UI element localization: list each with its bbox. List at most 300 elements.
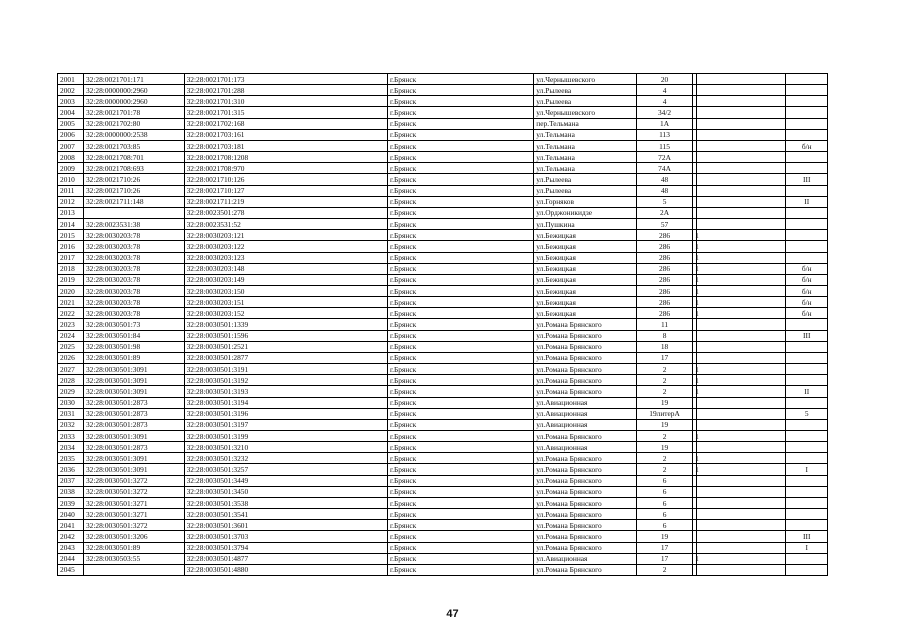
row-number-cell: 2038	[58, 486, 84, 497]
premises-cell: б/н	[786, 274, 828, 285]
city-cell: г.Брянск	[387, 442, 533, 453]
table-row	[58, 285, 828, 296]
premises-cell	[786, 419, 828, 430]
table-row	[58, 241, 828, 252]
house-number-cell: 48	[637, 185, 693, 196]
parent-cadastral-number-cell: 32:28:0021701:78	[83, 107, 184, 118]
cadastral-number-cell: 32:28:0021701:288	[184, 85, 387, 96]
letter-cell	[697, 542, 786, 553]
cadastral-number-cell: 32:28:0030501:4880	[184, 564, 387, 575]
letter-cell	[697, 185, 786, 196]
building-cell: 1	[693, 263, 697, 274]
premises-cell	[786, 431, 828, 442]
letter-cell	[697, 263, 786, 274]
table-row	[58, 85, 828, 96]
letter-cell	[697, 274, 786, 285]
city-cell: г.Брянск	[387, 308, 533, 319]
cadastral-number-cell: 32:28:0030203:152	[184, 308, 387, 319]
row-number-cell: 2019	[58, 274, 84, 285]
letter-cell	[697, 497, 786, 508]
parent-cadastral-number-cell	[83, 564, 184, 575]
street-cell: ул.Бежицкая	[534, 263, 637, 274]
row-number-cell: 2022	[58, 308, 84, 319]
table-row	[58, 442, 828, 453]
letter-cell	[697, 442, 786, 453]
street-cell: ул.Рылеева	[534, 96, 637, 107]
parent-cadastral-number-cell: 32:28:0021701:171	[83, 74, 184, 85]
row-number-cell: 2016	[58, 241, 84, 252]
premises-cell	[786, 85, 828, 96]
house-number-cell: 2	[637, 375, 693, 386]
building-cell: 1	[693, 431, 697, 442]
letter-cell	[697, 230, 786, 241]
building-cell: 1	[693, 297, 697, 308]
street-cell: ул.Романа Брянского	[534, 497, 637, 508]
building-cell: 1	[693, 308, 697, 319]
cadastral-number-cell: 32:28:0021701:310	[184, 96, 387, 107]
cadastral-number-cell: 32:28:0021701:173	[184, 74, 387, 85]
premises-cell	[786, 152, 828, 163]
letter-cell	[697, 308, 786, 319]
cadastral-number-cell: 32:28:0021703:181	[184, 140, 387, 151]
table-row	[58, 352, 828, 363]
registry-table	[57, 73, 828, 576]
table-row	[58, 509, 828, 520]
letter-cell	[697, 319, 786, 330]
letter-cell	[697, 207, 786, 218]
letter-cell	[697, 85, 786, 96]
house-number-cell: 74А	[637, 163, 693, 174]
letter-cell	[697, 285, 786, 296]
street-cell: ул.Романа Брянского	[534, 453, 637, 464]
row-number-cell: 2014	[58, 219, 84, 230]
row-number-cell: 2045	[58, 564, 84, 575]
house-number-cell: 2	[637, 453, 693, 464]
house-number-cell: 5	[637, 196, 693, 207]
premises-cell	[786, 207, 828, 218]
table-row	[58, 107, 828, 118]
table-row	[58, 174, 828, 185]
table-row	[58, 319, 828, 330]
cadastral-number-cell: 32:28:0030203:123	[184, 252, 387, 263]
cadastral-number-cell: 32:28:0021708:1208	[184, 152, 387, 163]
table-row	[58, 330, 828, 341]
premises-cell: II	[786, 196, 828, 207]
parent-cadastral-number-cell: 32:28:0021711:148	[83, 196, 184, 207]
letter-cell	[697, 475, 786, 486]
row-number-cell: 2041	[58, 520, 84, 531]
house-number-cell: 4	[637, 85, 693, 96]
street-cell: ул.Бежицкая	[534, 274, 637, 285]
city-cell: г.Брянск	[387, 509, 533, 520]
cadastral-number-cell: 32:28:0030501:1339	[184, 319, 387, 330]
letter-cell	[697, 163, 786, 174]
premises-cell	[786, 219, 828, 230]
premises-cell	[786, 185, 828, 196]
letter-cell	[697, 431, 786, 442]
street-cell: пер.Тельмана	[534, 118, 637, 129]
letter-cell	[697, 140, 786, 151]
street-cell: ул.Бежицкая	[534, 230, 637, 241]
premises-cell: б/н	[786, 140, 828, 151]
street-cell: ул.Авиационная	[534, 419, 637, 430]
street-cell: ул.Романа Брянского	[534, 486, 637, 497]
cadastral-number-cell: 32:28:0030501:3194	[184, 397, 387, 408]
table-row	[58, 230, 828, 241]
building-cell: 1	[693, 375, 697, 386]
street-cell: ул.Романа Брянского	[534, 352, 637, 363]
city-cell: г.Брянск	[387, 453, 533, 464]
city-cell: г.Брянск	[387, 163, 533, 174]
city-cell: г.Брянск	[387, 129, 533, 140]
parent-cadastral-number-cell: 32:28:0021710:26	[83, 185, 184, 196]
building-cell: 1	[693, 241, 697, 252]
cadastral-number-cell: 32:28:0023531:52	[184, 219, 387, 230]
house-number-cell: 11	[637, 319, 693, 330]
parent-cadastral-number-cell: 32:28:0023531:38	[83, 219, 184, 230]
cadastral-number-cell: 32:28:0021708:970	[184, 163, 387, 174]
parent-cadastral-number-cell: 32:28:0030501:3091	[83, 431, 184, 442]
parent-cadastral-number-cell: 32:28:0030501:2873	[83, 419, 184, 430]
street-cell: ул.Романа Брянского	[534, 564, 637, 575]
city-cell: г.Брянск	[387, 352, 533, 363]
row-number-cell: 2009	[58, 163, 84, 174]
premises-cell	[786, 252, 828, 263]
table-row	[58, 419, 828, 430]
parent-cadastral-number-cell: 32:28:0030501:3272	[83, 520, 184, 531]
city-cell: г.Брянск	[387, 140, 533, 151]
letter-cell	[697, 252, 786, 263]
letter-cell	[697, 118, 786, 129]
letter-cell	[697, 520, 786, 531]
house-number-cell: 19	[637, 531, 693, 542]
parent-cadastral-number-cell: 32:28:0030501:89	[83, 542, 184, 553]
premises-cell	[786, 453, 828, 464]
street-cell: ул.Романа Брянского	[534, 364, 637, 375]
table-row	[58, 152, 828, 163]
parent-cadastral-number-cell: 32:28:0030501:84	[83, 330, 184, 341]
premises-cell: I	[786, 464, 828, 475]
table-row	[58, 274, 828, 285]
city-cell: г.Брянск	[387, 419, 533, 430]
table-row	[58, 375, 828, 386]
city-cell: г.Брянск	[387, 274, 533, 285]
city-cell: г.Брянск	[387, 185, 533, 196]
cadastral-number-cell: 32:28:0030501:2521	[184, 341, 387, 352]
parent-cadastral-number-cell: 32:28:0030203:78	[83, 252, 184, 263]
cadastral-number-cell: 32:28:0030501:3197	[184, 419, 387, 430]
row-number-cell: 2036	[58, 464, 84, 475]
row-number-cell: 2040	[58, 509, 84, 520]
premises-cell	[786, 319, 828, 330]
parent-cadastral-number-cell: 32:28:0030501:3271	[83, 497, 184, 508]
table-row	[58, 397, 828, 408]
row-number-cell: 2037	[58, 475, 84, 486]
house-number-cell: 6	[637, 475, 693, 486]
cadastral-number-cell: 32:28:0030203:122	[184, 241, 387, 252]
letter-cell	[697, 375, 786, 386]
parent-cadastral-number-cell: 32:28:0030503:55	[83, 553, 184, 564]
house-number-cell: 2	[637, 564, 693, 575]
row-number-cell: 2042	[58, 531, 84, 542]
house-number-cell: 286	[637, 274, 693, 285]
city-cell: г.Брянск	[387, 408, 533, 419]
letter-cell	[697, 386, 786, 397]
row-number-cell: 2004	[58, 107, 84, 118]
row-number-cell: 2029	[58, 386, 84, 397]
building-cell: 1	[693, 464, 697, 475]
premises-cell	[786, 241, 828, 252]
table-row	[58, 564, 828, 575]
table-row	[58, 196, 828, 207]
cadastral-number-cell: 32:28:0030501:1596	[184, 330, 387, 341]
row-number-cell: 2021	[58, 297, 84, 308]
cadastral-number-cell: 32:28:0030203:151	[184, 297, 387, 308]
table-row	[58, 263, 828, 274]
city-cell: г.Брянск	[387, 263, 533, 274]
table-row	[58, 252, 828, 263]
parent-cadastral-number-cell: 32:28:0030501:3091	[83, 464, 184, 475]
table-row	[58, 207, 828, 218]
city-cell: г.Брянск	[387, 397, 533, 408]
row-number-cell: 2032	[58, 419, 84, 430]
row-number-cell: 2012	[58, 196, 84, 207]
premises-cell: б/н	[786, 297, 828, 308]
house-number-cell: 17	[637, 542, 693, 553]
city-cell: г.Брянск	[387, 520, 533, 531]
row-number-cell: 2034	[58, 442, 84, 453]
letter-cell	[697, 509, 786, 520]
house-number-cell: 286	[637, 297, 693, 308]
street-cell: ул.Романа Брянского	[534, 509, 637, 520]
parent-cadastral-number-cell: 32:28:0030501:3206	[83, 531, 184, 542]
cadastral-number-cell: 32:28:0030203:121	[184, 230, 387, 241]
premises-cell: II	[786, 386, 828, 397]
premises-cell: б/н	[786, 263, 828, 274]
parent-cadastral-number-cell: 32:28:0030501:3091	[83, 364, 184, 375]
parent-cadastral-number-cell: 32:28:0030203:78	[83, 285, 184, 296]
parent-cadastral-number-cell: 32:28:0030501:2873	[83, 397, 184, 408]
building-cell: 1	[693, 252, 697, 263]
row-number-cell: 2006	[58, 129, 84, 140]
street-cell: ул.Романа Брянского	[534, 531, 637, 542]
cadastral-number-cell: 32:28:0030501:3703	[184, 531, 387, 542]
premises-cell	[786, 442, 828, 453]
premises-cell	[786, 397, 828, 408]
premises-cell	[786, 520, 828, 531]
letter-cell	[697, 408, 786, 419]
street-cell: ул.Романа Брянского	[534, 475, 637, 486]
house-number-cell: 20	[637, 74, 693, 85]
table-row	[58, 431, 828, 442]
city-cell: г.Брянск	[387, 107, 533, 118]
premises-cell	[786, 96, 828, 107]
cadastral-number-cell: 32:28:0021701:315	[184, 107, 387, 118]
city-cell: г.Брянск	[387, 285, 533, 296]
street-cell: ул.Орджоникидзе	[534, 207, 637, 218]
house-number-cell: 2	[637, 386, 693, 397]
building-cell: 1	[693, 553, 697, 564]
street-cell: ул.Рылеева	[534, 85, 637, 96]
city-cell: г.Брянск	[387, 341, 533, 352]
row-number-cell: 2003	[58, 96, 84, 107]
parent-cadastral-number-cell: 32:28:0030501:2873	[83, 442, 184, 453]
parent-cadastral-number-cell: 32:28:0030501:3091	[83, 386, 184, 397]
street-cell: ул.Романа Брянского	[534, 330, 637, 341]
premises-cell	[786, 364, 828, 375]
cadastral-number-cell: 32:28:0030501:3199	[184, 431, 387, 442]
building-cell: 1	[693, 274, 697, 285]
row-number-cell: 2010	[58, 174, 84, 185]
premises-cell: б/н	[786, 285, 828, 296]
cadastral-number-cell: 32:28:0023501:278	[184, 207, 387, 218]
letter-cell	[697, 486, 786, 497]
cadastral-number-cell: 32:28:0030501:2877	[184, 352, 387, 363]
letter-cell	[697, 564, 786, 575]
city-cell: г.Брянск	[387, 486, 533, 497]
parent-cadastral-number-cell: 32:28:0021708:693	[83, 163, 184, 174]
letter-cell	[697, 241, 786, 252]
street-cell: ул.Рылеева	[534, 174, 637, 185]
cadastral-number-cell: 32:28:0030501:3538	[184, 497, 387, 508]
street-cell: ул.Тельмана	[534, 152, 637, 163]
table-row	[58, 163, 828, 174]
house-number-cell: 57	[637, 219, 693, 230]
premises-cell: III	[786, 531, 828, 542]
table-row	[58, 341, 828, 352]
cadastral-number-cell: 32:28:0030501:3794	[184, 542, 387, 553]
street-cell: ул.Рылеева	[534, 185, 637, 196]
city-cell: г.Брянск	[387, 319, 533, 330]
table-row	[58, 531, 828, 542]
premises-cell: III	[786, 330, 828, 341]
building-cell: 1	[693, 285, 697, 296]
parent-cadastral-number-cell: 32:28:0030501:3271	[83, 509, 184, 520]
city-cell: г.Брянск	[387, 241, 533, 252]
letter-cell	[697, 129, 786, 140]
house-number-cell: 6	[637, 486, 693, 497]
cadastral-number-cell: 32:28:0030501:3193	[184, 386, 387, 397]
parent-cadastral-number-cell: 32:28:0030501:3272	[83, 486, 184, 497]
street-cell: ул.Романа Брянского	[534, 520, 637, 531]
table-row	[58, 464, 828, 475]
house-number-cell: 72А	[637, 152, 693, 163]
cadastral-number-cell: 32:28:0030203:150	[184, 285, 387, 296]
row-number-cell: 2008	[58, 152, 84, 163]
cadastral-number-cell: 32:28:0030501:3210	[184, 442, 387, 453]
parent-cadastral-number-cell: 32:28:0030203:78	[83, 297, 184, 308]
row-number-cell: 2027	[58, 364, 84, 375]
premises-cell	[786, 341, 828, 352]
street-cell: ул.Романа Брянского	[534, 341, 637, 352]
table-body	[58, 74, 828, 576]
row-number-cell: 2002	[58, 85, 84, 96]
parent-cadastral-number-cell: 32:28:0030203:78	[83, 263, 184, 274]
premises-cell: III	[786, 174, 828, 185]
street-cell: ул.Авиационная	[534, 442, 637, 453]
table-row	[58, 497, 828, 508]
street-cell: ул.Романа Брянского	[534, 542, 637, 553]
row-number-cell: 2007	[58, 140, 84, 151]
street-cell: ул.Авиационная	[534, 397, 637, 408]
city-cell: г.Брянск	[387, 330, 533, 341]
house-number-cell: 2	[637, 431, 693, 442]
city-cell: г.Брянск	[387, 542, 533, 553]
cadastral-number-cell: 32:28:0030501:3192	[184, 375, 387, 386]
city-cell: г.Брянск	[387, 196, 533, 207]
cadastral-number-cell: 32:28:0030501:3232	[184, 453, 387, 464]
house-number-cell: 17	[637, 352, 693, 363]
house-number-cell: 115	[637, 140, 693, 151]
street-cell: ул.Романа Брянского	[534, 386, 637, 397]
house-number-cell: 6	[637, 509, 693, 520]
house-number-cell: 2	[637, 364, 693, 375]
parent-cadastral-number-cell: 32:28:0030203:78	[83, 230, 184, 241]
cadastral-number-cell: 32:28:0030501:3541	[184, 509, 387, 520]
house-number-cell: 286	[637, 241, 693, 252]
table-row	[58, 129, 828, 140]
letter-cell	[697, 74, 786, 85]
table-row	[58, 219, 828, 230]
parent-cadastral-number-cell: 32:28:0030501:73	[83, 319, 184, 330]
parent-cadastral-number-cell: 32:28:0000000:2538	[83, 129, 184, 140]
letter-cell	[697, 219, 786, 230]
table-row	[58, 386, 828, 397]
premises-cell	[786, 230, 828, 241]
table-row	[58, 308, 828, 319]
letter-cell	[697, 364, 786, 375]
parent-cadastral-number-cell: 32:28:0030501:3091	[83, 453, 184, 464]
parent-cadastral-number-cell: 32:28:0030203:78	[83, 274, 184, 285]
row-number-cell: 2030	[58, 397, 84, 408]
row-number-cell: 2035	[58, 453, 84, 464]
premises-cell: 5	[786, 408, 828, 419]
street-cell: ул.Горняков	[534, 196, 637, 207]
street-cell: ул.Бежицкая	[534, 241, 637, 252]
street-cell: ул.Бежицкая	[534, 285, 637, 296]
house-number-cell: 19	[637, 419, 693, 430]
cadastral-number-cell: 32:28:0030501:3191	[184, 364, 387, 375]
cadastral-number-cell: 32:28:0021710:127	[184, 185, 387, 196]
row-number-cell: 2044	[58, 553, 84, 564]
premises-cell	[786, 129, 828, 140]
parent-cadastral-number-cell: 32:28:0030203:78	[83, 241, 184, 252]
premises-cell: I	[786, 542, 828, 553]
row-number-cell: 2028	[58, 375, 84, 386]
table-row	[58, 453, 828, 464]
building-cell: 1	[693, 364, 697, 375]
street-cell: ул.Авиационная	[534, 553, 637, 564]
parent-cadastral-number-cell: 32:28:0021710:26	[83, 174, 184, 185]
cadastral-number-cell: 32:28:0021710:126	[184, 174, 387, 185]
city-cell: г.Брянск	[387, 96, 533, 107]
house-number-cell: 286	[637, 308, 693, 319]
street-cell: ул.Чернышевского	[534, 107, 637, 118]
street-cell: ул.Бежицкая	[534, 308, 637, 319]
letter-cell	[697, 531, 786, 542]
letter-cell	[697, 553, 786, 564]
row-number-cell: 2024	[58, 330, 84, 341]
row-number-cell: 2015	[58, 230, 84, 241]
street-cell: ул.Тельмана	[534, 129, 637, 140]
premises-cell: б/н	[786, 308, 828, 319]
parent-cadastral-number-cell: 32:28:0030203:78	[83, 308, 184, 319]
parent-cadastral-number-cell	[83, 207, 184, 218]
letter-cell	[697, 174, 786, 185]
letter-cell	[697, 96, 786, 107]
city-cell: г.Брянск	[387, 553, 533, 564]
table-row	[58, 74, 828, 85]
